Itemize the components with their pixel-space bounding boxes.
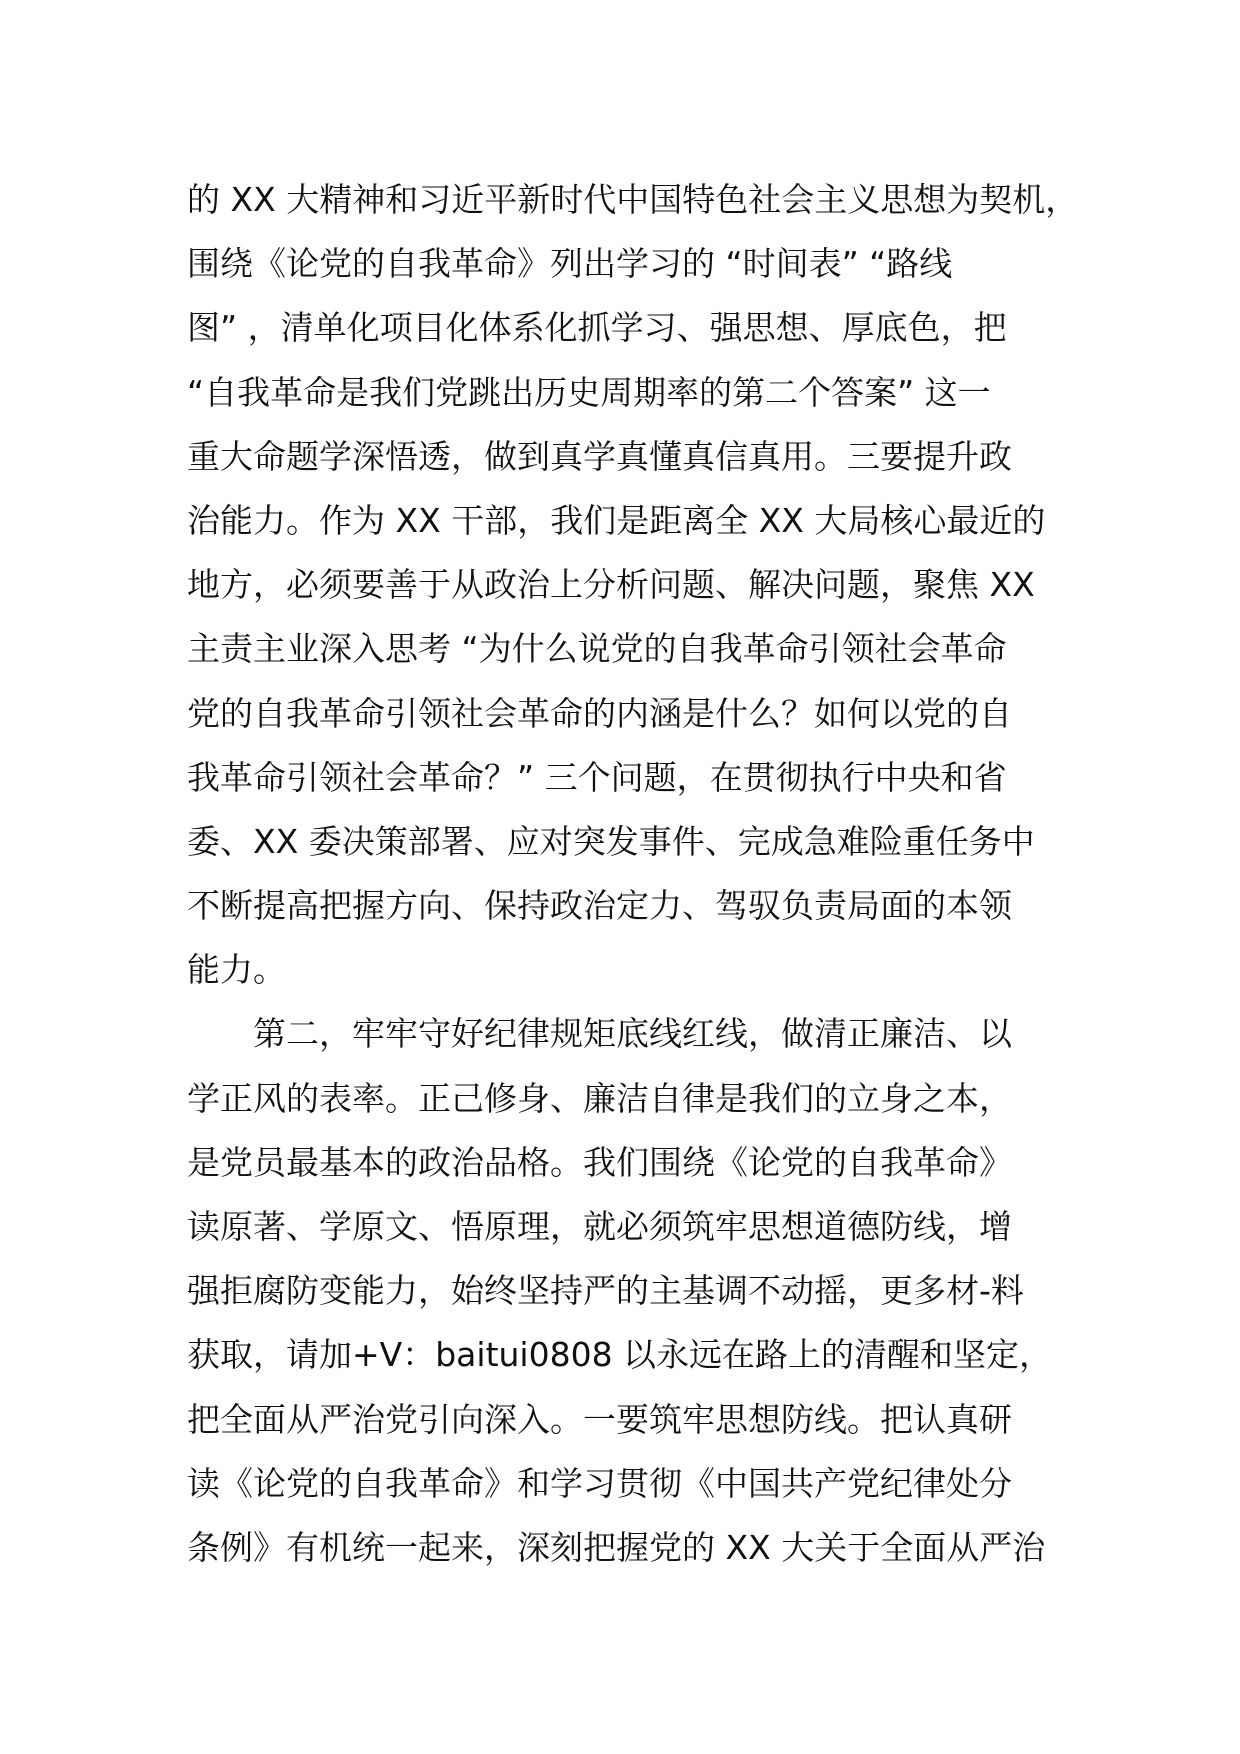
text-line: 能力。 <box>187 950 286 990</box>
text-line: 不断提高把握方向、保持政治定力、驾驭负责局面的本领 <box>187 886 1012 926</box>
text-line: 委、XX 委决策部署、应对突发事件、完成急难险重任务中 <box>187 821 1035 861</box>
text-line: 重大命题学深悟透，做到真学真懂真信真用。三要提升政 <box>187 436 1012 476</box>
text-line: 读原著、学原文、悟原理，就必须筑牢思想道德防线，增 <box>187 1207 1012 1246</box>
paragraph-start-line: 第二，牢牢守好纪律规矩底线红线，做清正廉洁、以 <box>253 1014 1012 1054</box>
text-line: 党的自我革命引领社会革命的内涵是什么？如何以党的自 <box>187 693 1012 733</box>
text-line: 强拒腐防变能力，始终坚持严的主基调不动摇，更多材-料 <box>187 1271 1024 1311</box>
text-line: 获取，请加+V：baitui0808 以永远在路上的清醒和坚定， <box>187 1335 1053 1375</box>
text-line: 条例》有机统一起来，深刻把握党的 XX 大关于全面从严治 <box>187 1527 1046 1567</box>
text-line: 图” ，清单化项目化体系化抓学习、强思想、厚底色，把 <box>187 308 1007 348</box>
text-line: 地方，必须要善于从政治上分析问题、解决问题，聚焦 XX <box>187 565 1035 605</box>
text-line: “自我革命是我们党跳出历史周期率的第二个答案” 这一 <box>187 372 991 412</box>
text-line: 主责主业深入思考 “为什么说党的自我革命引领社会革命 <box>187 629 1007 669</box>
text-line: 学正风的表率。正己修身、廉洁自律是我们的立身之本， <box>187 1078 1012 1118</box>
body-text <box>187 168 1087 1580</box>
text-line: 的 XX 大精神和习近平新时代中国特色社会主义思想为契机， <box>187 180 1079 219</box>
text-line: 我革命引领社会革命？” 三个问题，在贯彻执行中央和省 <box>187 757 1007 797</box>
text-line: 读《论党的自我革命》和学习贯彻《中国共产党纪律处分 <box>187 1463 1012 1503</box>
text-line: 把全面从严治党引向深入。一要筑牢思想防线。把认真研 <box>187 1399 1012 1439</box>
text-line: 围绕《论党的自我革命》列出学习的 “时间表” “路线 <box>187 244 953 284</box>
text-line: 是党员最基本的政治品格。我们围绕《论党的自我革命》 <box>187 1142 1012 1182</box>
text-line: 治能力。作为 XX 干部，我们是距离全 XX 大局核心最近的 <box>187 500 1046 540</box>
